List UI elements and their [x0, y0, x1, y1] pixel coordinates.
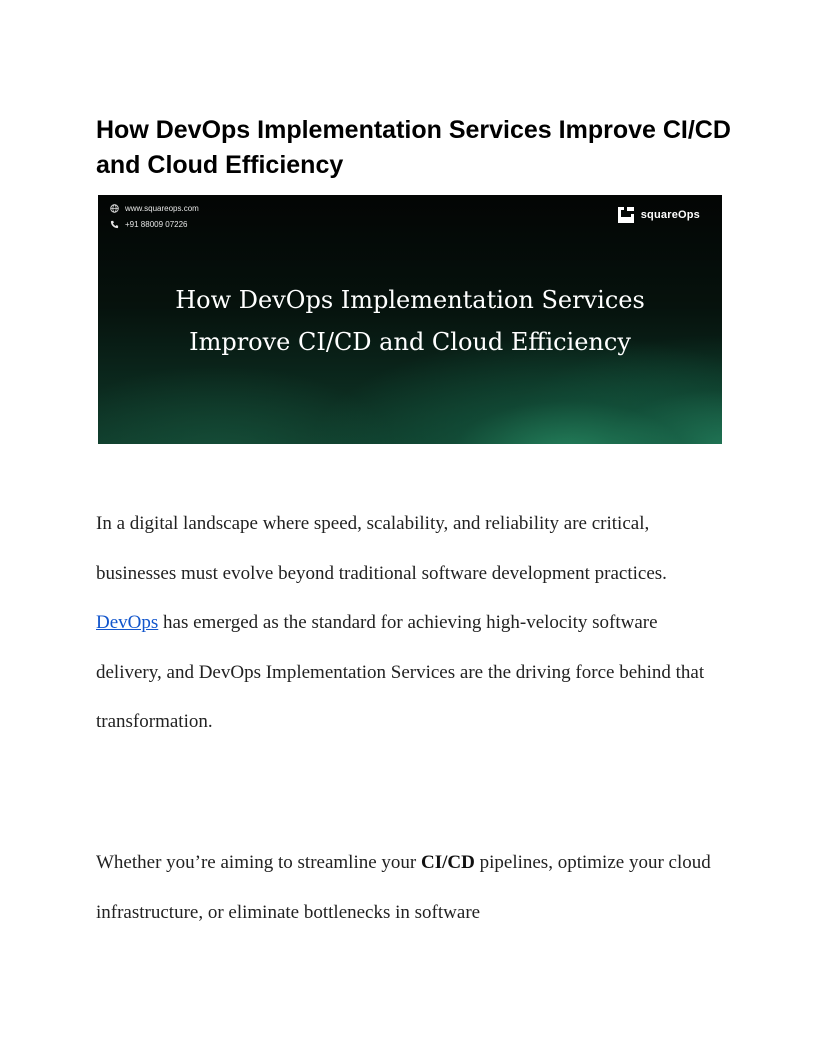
second-paragraph: [96, 838, 726, 937]
globe-icon: [110, 204, 119, 213]
banner-logo-text: squareOps: [640, 209, 700, 221]
hero-banner-image: [98, 195, 722, 444]
banner-phone-text: +91 88009 07226: [125, 220, 188, 229]
banner-heading: [98, 279, 722, 363]
squareops-logo: [616, 205, 700, 225]
banner-heading-line-1: How DevOps Implementation Services: [175, 286, 645, 314]
banner-website: [110, 204, 199, 213]
squareops-logo-icon: [616, 205, 636, 225]
intro-text-start: In a digital landscape where speed, scalability, and reliability are critical, businesses must evolve beyond traditional software development practices.: [96, 513, 667, 584]
second-text-start: Whether you’re aiming to streamline your: [96, 852, 422, 873]
cicd-bold-term: CI/CD: [421, 852, 475, 873]
page-title: How DevOps Implementation Services Improve CI/CD and Cloud Efficiency: [96, 116, 731, 179]
intro-paragraph: [96, 499, 726, 747]
second-text-end: pipelines, optimize your cloud infrastructure, or eliminate bottlenecks in software: [96, 852, 711, 923]
intro-text-end: has emerged as the standard for achieving high-velocity software delivery, and DevOps Implementation Services are the driving force behind that transformation.: [96, 612, 705, 733]
banner-website-text: www.squareops.com: [125, 204, 199, 213]
banner-phone: [110, 220, 188, 229]
phone-icon: [110, 220, 119, 229]
banner-heading-line-2: Improve CI/CD and Cloud Efficiency: [189, 328, 631, 356]
devops-link[interactable]: DevOps: [96, 612, 159, 634]
